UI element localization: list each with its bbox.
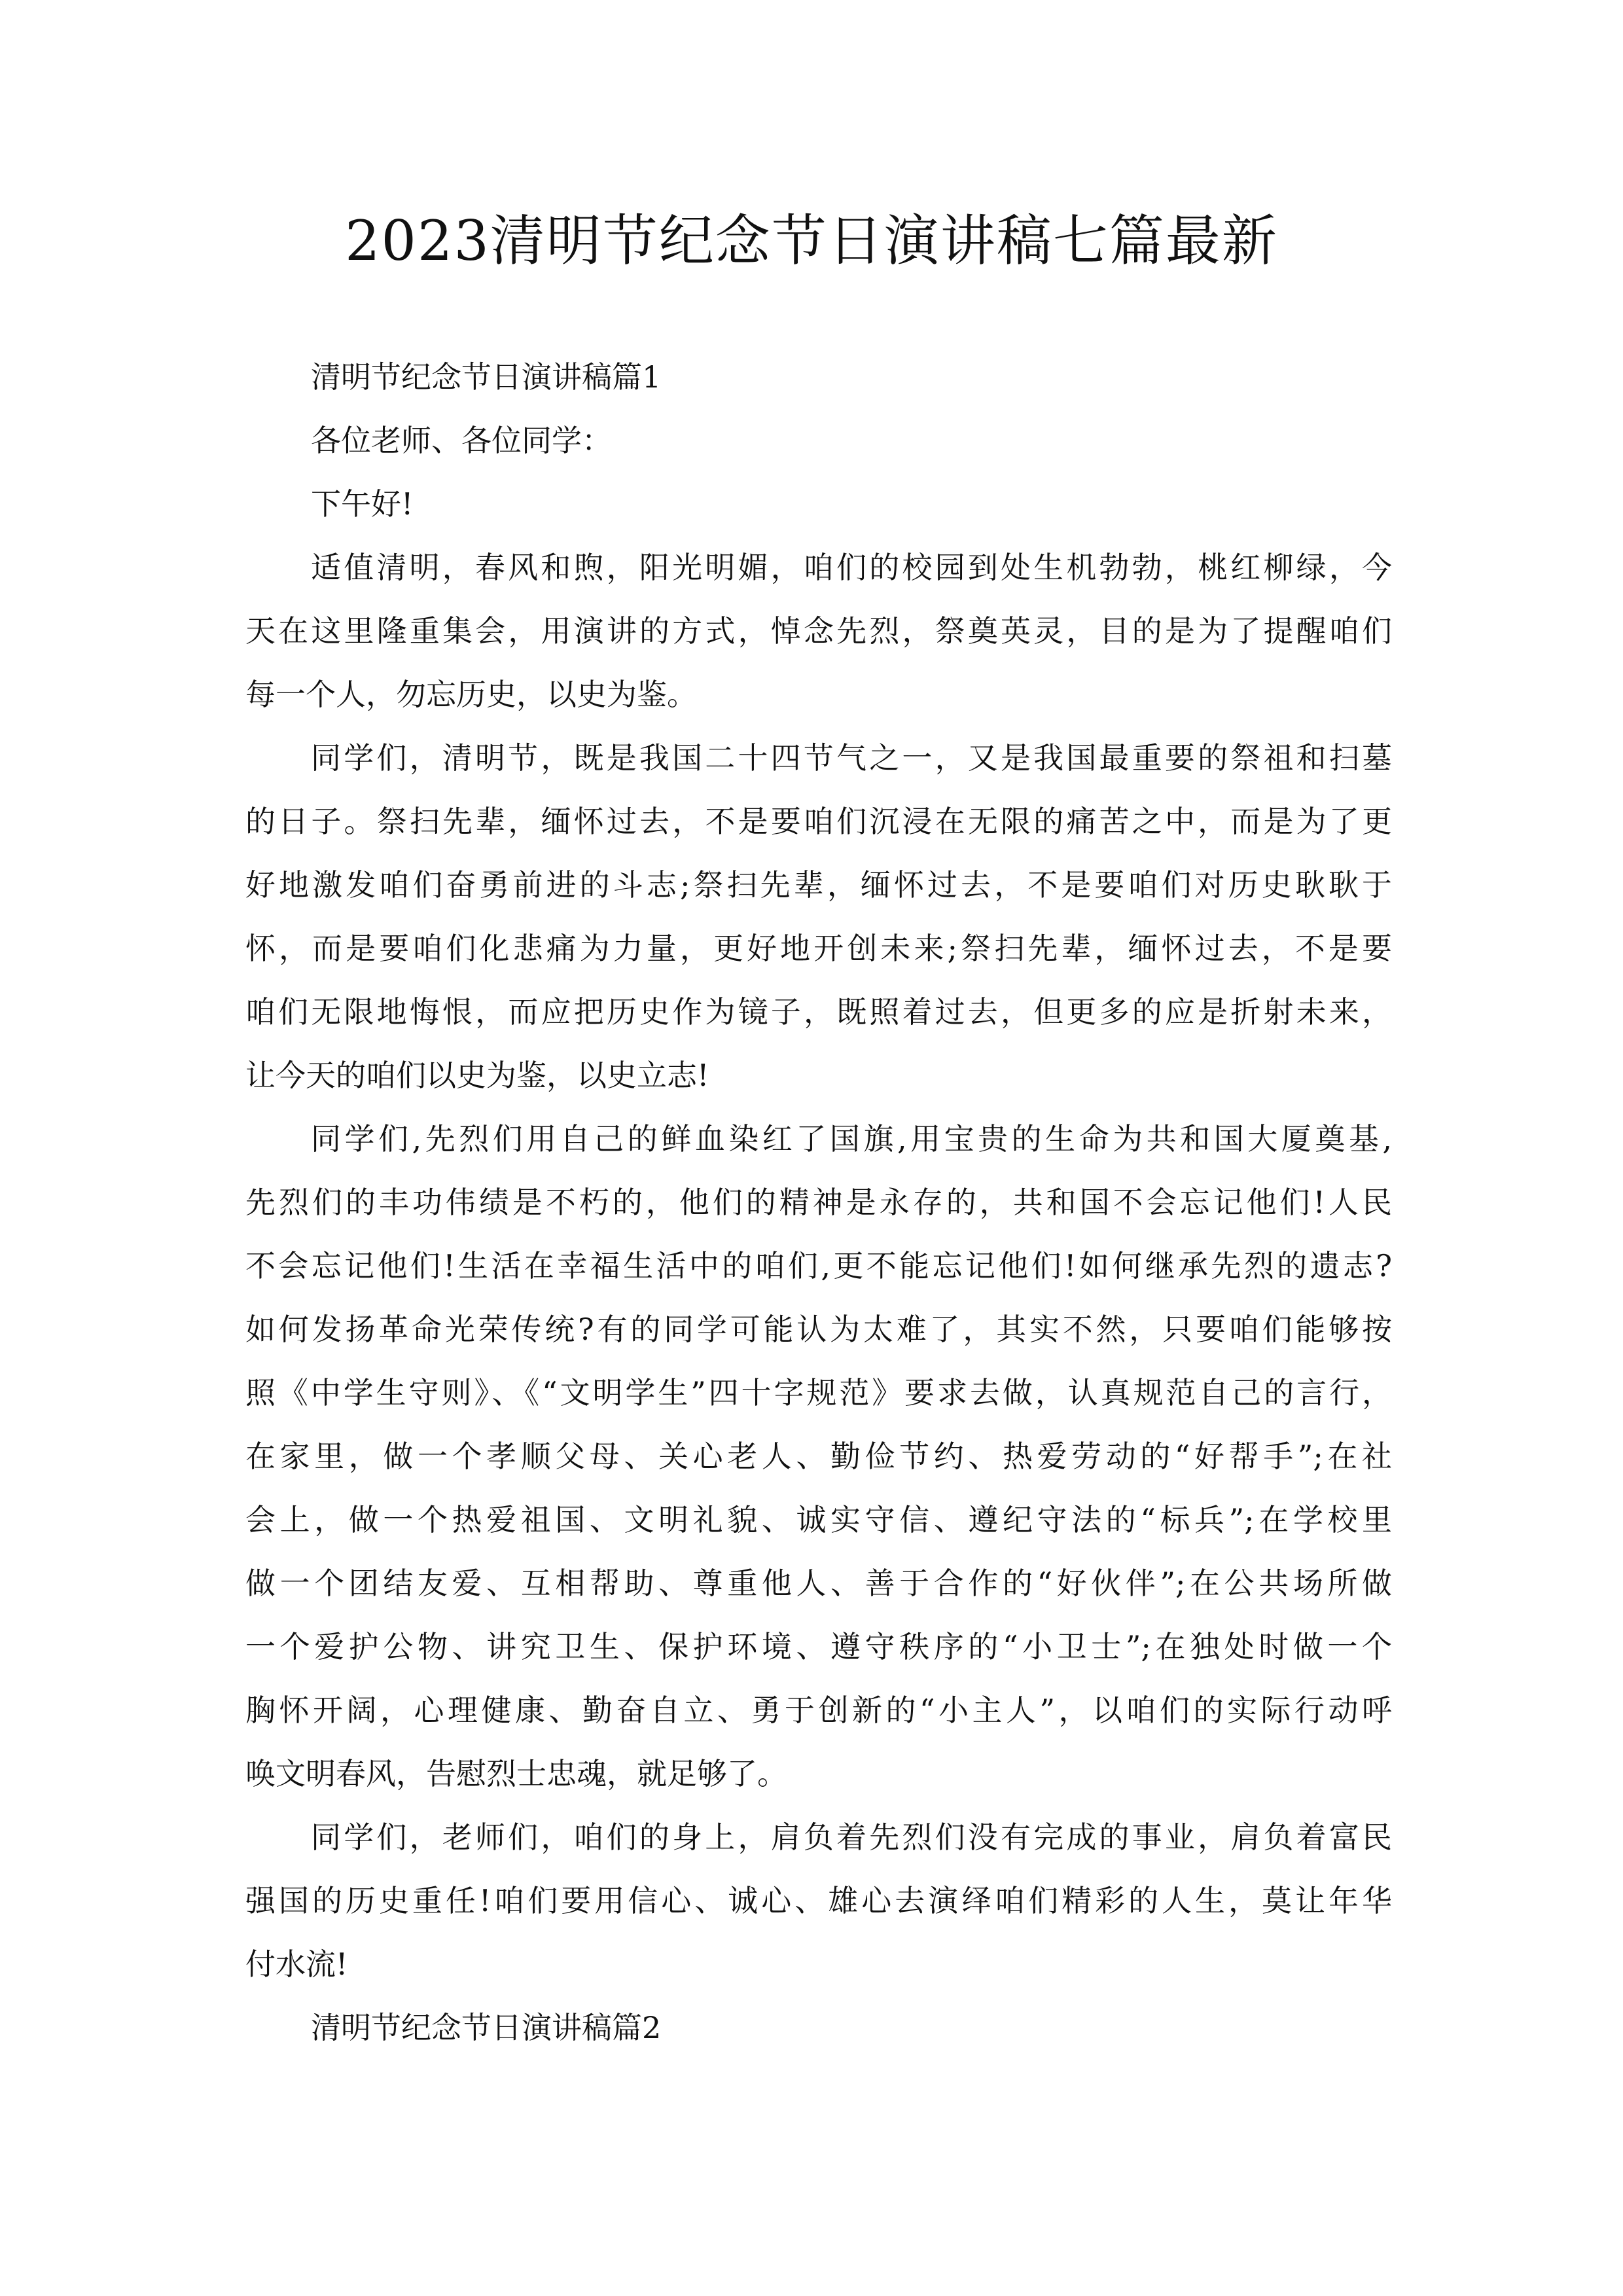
text-line: 一个爱护公物、讲究卫生、保护环境、遵守秩序的“小卫士”;在独处时做一个 xyxy=(245,1629,1392,1664)
paragraph xyxy=(245,1107,1392,1806)
text-line: 唤文明春风，告慰烈士忠魂，就足够了。 xyxy=(245,1756,787,1791)
text-line: 不会忘记他们!生活在幸福生活中的咱们,更不能忘记他们!如何继承先烈的遗志? xyxy=(245,1248,1392,1283)
text-line: 天在这里隆重集会，用演讲的方式，悼念先烈，祭奠英灵，目的是为了提醒咱们 xyxy=(245,613,1392,649)
text-line: 会上，做一个热爱祖国、文明礼貌、诚实守信、遵纪守法的“标兵”;在学校里 xyxy=(245,1502,1392,1537)
text-line: 适值清明，春风和煦，阳光明媚，咱们的校园到处生机勃勃，桃红柳绿，今 xyxy=(311,550,1392,585)
text-line: 强国的历史重任!咱们要用信心、诚心、雄心去演绎咱们精彩的人生，莫让年华 xyxy=(245,1883,1392,1918)
text-line: 胸怀开阔，心理健康、勤奋自立、勇于创新的“小主人”，以咱们的实际行动呼 xyxy=(245,1693,1392,1728)
text-line: 同学们，老师们，咱们的身上，肩负着先烈们没有完成的事业，肩负着富民 xyxy=(311,1820,1392,1855)
text-line: 付水流! xyxy=(245,1946,348,1982)
document-body xyxy=(245,346,1392,2060)
document-title: 2023清明节纪念节日演讲稿七篇最新 xyxy=(345,209,1278,273)
text-line: 让今天的咱们以史为鉴，以史立志! xyxy=(245,1058,709,1093)
text-line: 同学们，清明节，既是我国二十四节气之一，又是我国最重要的祭祖和扫墓 xyxy=(311,740,1392,776)
paragraph xyxy=(245,536,1392,726)
text-line: 同学们,先烈们用自己的鲜血染红了国旗,用宝贵的生命为共和国大厦奠基, xyxy=(311,1121,1392,1157)
text-line: 清明节纪念节日演讲稿篇2 xyxy=(311,2010,662,2045)
text-line: 在家里，做一个孝顺父母、关心老人、勤俭节约、热爱劳动的“好帮手”;在社 xyxy=(245,1439,1392,1474)
text-line: 先烈们的丰功伟绩是不朽的，他们的精神是永存的，共和国不会忘记他们!人民 xyxy=(245,1185,1392,1220)
text-line: 每一个人，勿忘历史，以史为鉴。 xyxy=(245,677,697,712)
paragraph xyxy=(245,1996,1392,2060)
paragraph xyxy=(245,346,1392,409)
paragraph xyxy=(245,1806,1392,1996)
text-line: 做一个团结友爱、互相帮助、尊重他人、善于合作的“好伙伴”;在公共场所做 xyxy=(245,1566,1392,1601)
text-line: 怀，而是要咱们化悲痛为力量，更好地开创未来;祭扫先辈，缅怀过去，不是要 xyxy=(245,931,1392,966)
text-line: 下午好! xyxy=(311,486,414,522)
text-line: 如何发扬革命光荣传统?有的同学可能认为太难了，其实不然，只要咱们能够按 xyxy=(245,1312,1392,1347)
text-line: 各位老师、各位同学： xyxy=(311,423,612,458)
text-line: 清明节纪念节日演讲稿篇1 xyxy=(311,359,662,395)
paragraph xyxy=(245,473,1392,536)
text-line: 好地激发咱们奋勇前进的斗志;祭扫先辈，缅怀过去，不是要咱们对历史耿耿于 xyxy=(245,867,1392,903)
text-line: 照《中学生守则》、《“文明学生”四十字规范》要求去做，认真规范自己的言行， xyxy=(245,1375,1392,1410)
text-line: 的日子。祭扫先辈，缅怀过去，不是要咱们沉浸在无限的痛苦之中，而是为了更 xyxy=(245,804,1392,839)
paragraph xyxy=(245,409,1392,473)
paragraph xyxy=(245,726,1392,1107)
text-line: 咱们无限地悔恨，而应把历史作为镜子，既照着过去，但更多的应是折射未来， xyxy=(245,994,1392,1030)
